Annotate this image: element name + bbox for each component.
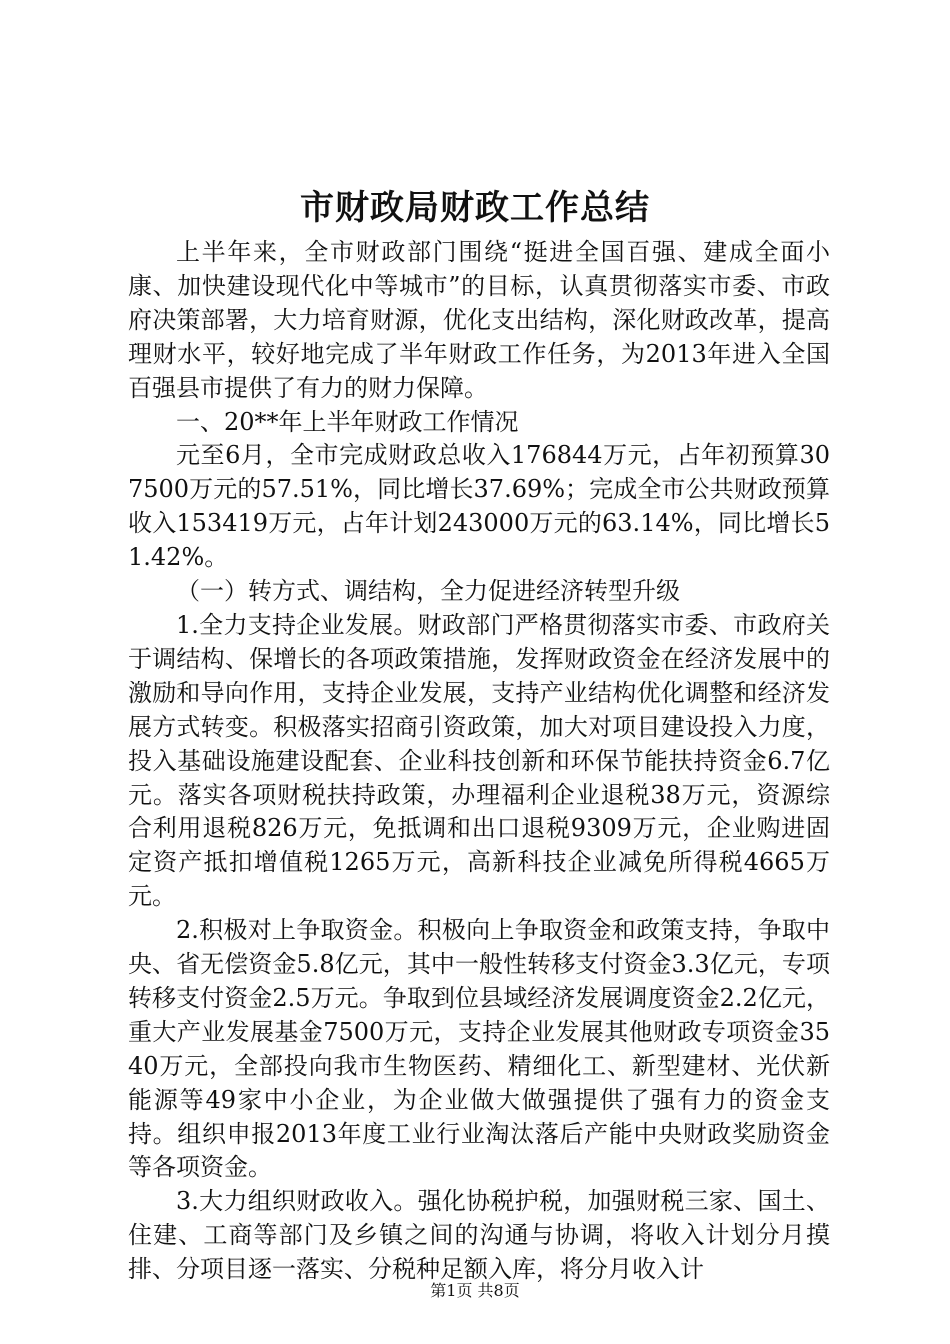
paragraph-revenue-summary: 元至6月，全市完成财政总收入176844万元，占年初预算307500万元的57.51%，同比增长37.69%；完成全市公共财政预算收入153419万元，占年计划243000万元的63.14%，同比增长51.42%。 (128, 441, 830, 572)
subsection-heading: （一）转方式、调结构，全力促进经济转型升级 (176, 577, 680, 606)
page-footer: 第1页 共8页 (430, 1281, 520, 1300)
paragraph-intro: 上半年来，全市财政部门围绕“挺进全国百强、建成全面小康、加快建设现代化中等城市”的目标，认真贯彻落实市委、市政府决策部署，大力培育财源，优化支出结构，深化财政改革，提高理财水平，较好地完成了半年财政工作任务，为2013年进入全国百强县市提供了有力的财力保障。 (128, 238, 830, 402)
page-title: 市财政局财政工作总结 (300, 188, 650, 228)
document-body (128, 236, 830, 1287)
paragraph-item-2: 2.积极对上争取资金。积极向上争取资金和政策支持，争取中央、省无偿资金5.8亿元，其中一般性转移支付资金3.3亿元，专项转移支付资金2.5万元。争取到位县域经济发展调度资金2.2亿元，重大产业发展基金7500万元，支持企业发展其他财政专项资金3540万元，全部投向我市生物医药、精细化工、新型建材、光伏新能源等49家中小企业，为企业做大做强提供了强有力的资金支持。组织申报2013年度工业行业淘汰落后产能中央财政奖励资金等各项资金。 (128, 916, 830, 1182)
paragraph-item-3: 3.大力组织财政收入。强化协税护税，加强财税三家、国土、住建、工商等部门及乡镇之间的沟通与协调，将收入计划分月摸排、分项目逐一落实、分税种足额入库，将分月收入计 (128, 1187, 830, 1284)
section-heading: 一、20**年上半年财政工作情况 (176, 407, 519, 436)
paragraph-item-1: 1.全力支持企业发展。财政部门严格贯彻落实市委、市政府关于调结构、保增长的各项政策措施，发挥财政资金在经济发展中的激励和导向作用，支持企业发展，支持产业结构优化调整和经济发展方式转变。积极落实招商引资政策，加大对项目建设投入力度，投入基础设施建设配套、企业科技创新和环保节能扶持资金6.7亿元。落实各项财税扶持政策，办理福利企业退税38万元，资源综合利用退税826万元，免抵调和出口退税9309万元，企业购进固定资产抵扣增值税1265万元，高新科技企业减免所得税4665万元。 (128, 610, 830, 911)
